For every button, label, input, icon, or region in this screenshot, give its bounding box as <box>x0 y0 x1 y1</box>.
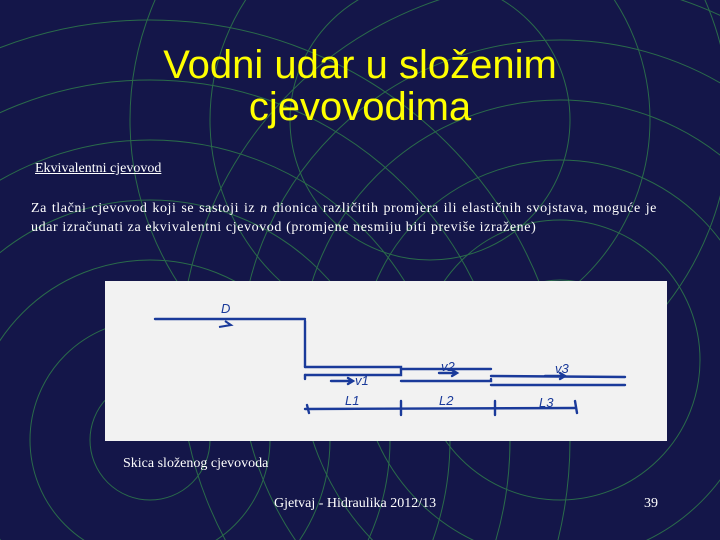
body-text-end: dionica različitih promjera ili elastičnih svojstava, moguće je udar izračunati za ekvivalentni cjevovod (promjene nesmiju biti previše izražene) <box>31 201 658 235</box>
sketch-caption: Skica složenog cjevovoda <box>123 456 269 471</box>
velocity-label-1: v1 <box>355 373 369 388</box>
body-paragraph <box>31 199 657 237</box>
body-text-start: Za tlačni cjevovod koji se sastoji iz <box>31 201 261 216</box>
length-label-1: L1 <box>345 393 360 408</box>
velocity-label-3: v3 <box>555 361 569 376</box>
sketch-paper <box>105 281 667 441</box>
pipeline-sketch <box>105 281 667 441</box>
footer-text: Gjetvaj - Hidraulika 2012/13 <box>274 496 437 511</box>
velocity-label-2: v2 <box>441 359 455 374</box>
length-label-3: L3 <box>539 395 554 410</box>
reservoir-label: D <box>221 301 231 316</box>
slide-title: Vodni udar u složenim cjevovodima <box>163 43 557 129</box>
page-number: 39 <box>644 496 658 511</box>
section-subheading: Ekvivalentni cjevovod <box>35 161 162 176</box>
dimension-line <box>305 408 575 409</box>
variable-n: n <box>260 201 268 216</box>
length-label-2: L2 <box>439 393 454 408</box>
